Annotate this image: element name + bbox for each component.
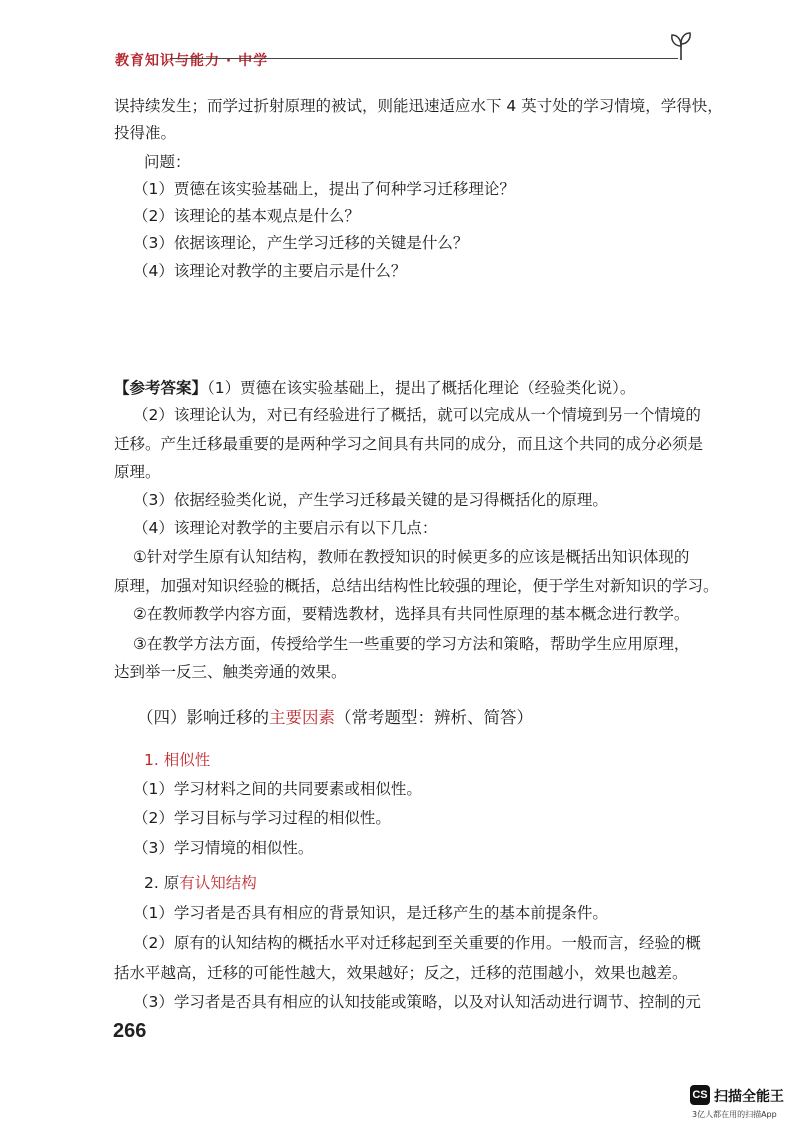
subsection-title: 1. 相似性: [144, 751, 211, 769]
page-number: 266: [113, 1020, 147, 1042]
list-item: （1）学习材料之间的共同要素或相似性。: [133, 780, 422, 798]
running-header: [115, 42, 675, 72]
question-item: （4）该理论对教学的主要启示是什么？: [133, 262, 407, 280]
answer-line: 原理，加强对知识经验的概括，总结出结构性比较强的理论，便于学生对新知识的学习。: [114, 577, 719, 595]
list-item: （3）学习情境的相似性。: [133, 839, 314, 857]
subsection-title: 2. 原有认知结构: [144, 874, 257, 892]
sprout-icon: [668, 30, 694, 62]
list-item: （3）学习者是否具有相应的认知技能或策略，以及对认知活动进行调节、控制的元: [133, 993, 701, 1011]
header-rule: [170, 58, 678, 59]
question-item: （1）贾德在该实验基础上，提出了何种学习迁移理论？: [133, 180, 515, 198]
cs-logo-icon: CS: [690, 1085, 710, 1105]
answer-line: 原理。: [114, 463, 161, 481]
section-heading: （四）影响迁移的主要因素（常考题型：辨析、简答）: [137, 708, 533, 727]
watermark-subtitle: 3亿人都在用的扫描App: [692, 1110, 777, 1119]
answer-line: ③在教学方法方面，传授给学生一些重要的学习方法和策略，帮助学生应用原理，: [133, 635, 690, 653]
watermark-name: 扫描全能王: [714, 1089, 784, 1105]
list-item: （1）学习者是否具有相应的背景知识，是迁移产生的基本前提条件。: [133, 904, 608, 922]
answer-line: （2）该理论认为，对已有经验进行了概括，就可以完成从一个情境到另一个情境的: [133, 406, 701, 424]
answer-line: [114, 378, 635, 398]
answer-line: （3）依据经验类化说，产生学习迁移最关键的是习得概括化的原理。: [133, 491, 608, 509]
question-item: （3）依据该理论，产生学习迁移的关键是什么？: [133, 234, 469, 252]
question-heading: 问题：: [144, 153, 191, 171]
question-item: （2）该理论的基本观点是什么？: [133, 207, 360, 225]
answer-line: 达到举一反三、触类旁通的效果。: [114, 663, 347, 681]
header-title: 教育知识与能力 · 中学: [115, 53, 269, 69]
body-line: 投得准。: [114, 124, 177, 142]
answer-line: 迁移。产生迁移最重要的是两种学习之间具有共同的成分，而且这个共同的成分必须是: [114, 435, 704, 453]
answer-label: 【参考答案】: [114, 379, 208, 397]
answer-text: （1）贾德在该实验基础上，提出了概括化理论（经验类化说）。: [207, 379, 636, 397]
scanner-watermark: [690, 1085, 798, 1125]
list-item: 括水平越高，迁移的可能性越大，效果越好；反之，迁移的范围越小，效果也越差。: [114, 964, 688, 982]
list-item: （2）学习目标与学习过程的相似性。: [133, 809, 391, 827]
answer-line: ①针对学生原有认知结构，教师在教授知识的时候更多的应该是概括出知识体现的: [133, 548, 690, 566]
answer-line: （4）该理论对教学的主要启示有以下几点：: [133, 519, 438, 537]
answer-line: ②在教师教学内容方面，要精选教材，选择具有共同性原理的基本概念进行教学。: [133, 605, 690, 623]
list-item: （2）原有的认知结构的概括水平对迁移起到至关重要的作用。一般而言，经验的概: [133, 934, 701, 952]
body-line: 误持续发生；而学过折射原理的被试，则能迅速适应水下 4 英寸处的学习情境，学得快，: [114, 97, 723, 115]
